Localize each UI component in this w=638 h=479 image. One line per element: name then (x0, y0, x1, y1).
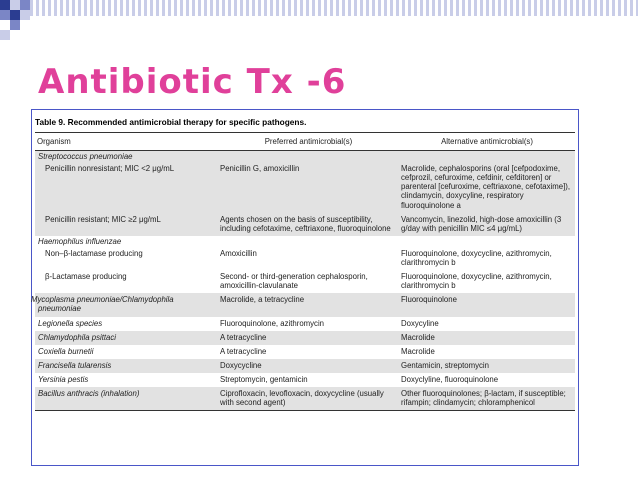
cell-alternative: Gentamicin, streptomycin (399, 359, 575, 373)
cell-preferred (218, 151, 399, 163)
cell-organism: Chlamydophila psittaci (35, 331, 218, 345)
cell-alternative: Macrolide, cephalosporins (oral [cefpodoxime, cefprozil, cefuroxime, cefdinir, cefditoren] or parenteral [cefuroxime, ceftriaxone, cefotaxime]), clindamycin, doxycyline, respiratory fluoroquinolone a (399, 162, 575, 212)
cell-preferred: Ciprofloxacin, levofloxacin, doxycycline (usually with second agent) (218, 387, 399, 411)
cell-alternative (399, 236, 575, 247)
cell-preferred (218, 236, 399, 247)
cell-preferred: A tetracycline (220, 346, 267, 356)
cell-organism: Yersinia pestis (38, 374, 89, 384)
table-row (35, 151, 575, 163)
cell-organism: Mycoplasma pneumoniae/Chlamydophila pneumoniae (35, 293, 218, 316)
cell-preferred: Amoxicillin (220, 248, 257, 258)
table-row (35, 373, 575, 387)
cell-organism: β-Lactamase producing (45, 272, 127, 282)
table-row (35, 317, 575, 331)
cell-organism: Haemophilus influenzae (38, 236, 122, 246)
cell-alternative: Fluoroquinolone, doxycycline, azithromycin, clarithromycin b (401, 248, 552, 268)
table-row (35, 359, 575, 373)
cell-alternative: Doxyclyline, fluoroquinolone (401, 374, 499, 384)
cell-alternative: Macrolide (401, 346, 435, 356)
cell-organism: Non–β-lactamase producing (45, 248, 143, 258)
table-row (35, 331, 575, 345)
table-row (35, 387, 575, 411)
cell-preferred: A tetracycline (218, 331, 399, 345)
cell-preferred: Macrolide, a tetracycline (218, 293, 399, 316)
cell-organism: Streptococcus pneumoniae (35, 151, 218, 163)
table-row (35, 162, 575, 212)
cell-organism: Francisella tularensis (35, 359, 218, 373)
cell-alternative (399, 151, 575, 163)
table-row (35, 345, 575, 359)
pathogen-table (31, 133, 575, 411)
cell-alternative: Fluoroquinolone, doxycycline, azithromycin, clarithromycin b (401, 272, 552, 291)
cell-preferred: Streptomycin, gentamicin (220, 374, 308, 384)
table-row (35, 213, 575, 236)
cell-alternative: Other fluoroquinolones; β-lactam, if susceptible; rifampin; clindamycin; chloramphenicol (399, 387, 575, 411)
cell-organism: Penicillin nonresistant; MIC <2 μg/mL (35, 162, 218, 212)
cell-organism: Penicillin resistant; MIC ≥2 μg/mL (35, 213, 218, 236)
cell-alternative: Doxycyline (401, 318, 439, 328)
slide-title: Antibiotic Tx -6 (38, 62, 347, 102)
cell-organism: Bacillus anthracis (inhalation) (35, 387, 218, 411)
table-caption: Table 9. Recommended antimicrobial therapy for specific pathogens. (35, 113, 575, 133)
header-preferred: Preferred antimicrobial(s) (218, 133, 399, 151)
decorative-top-stripe (0, 0, 638, 16)
table-row (35, 236, 575, 247)
table-row (35, 293, 575, 316)
therapy-table (31, 113, 575, 465)
cell-organism: Coxiella burnetii (38, 346, 94, 356)
table-header-row (35, 133, 575, 151)
table-row (35, 270, 575, 293)
header-alternative: Alternative antimicrobial(s) (399, 133, 575, 151)
cell-alternative: Macrolide (399, 331, 575, 345)
cell-preferred: Second- or third-generation cephalosporin, amoxicillin-clavulanate (220, 272, 368, 291)
cell-alternative: Vancomycin, linezolid, high-dose amoxicillin (3 g/day with penicillin MIC ≤4 μg/mL) (399, 213, 575, 236)
cell-organism: Legionella species (38, 318, 103, 328)
cell-preferred: Agents chosen on the basis of susceptibility, including cefotaxime, ceftriaxone, fluoroquinolone (218, 213, 399, 236)
cell-preferred: Penicillin G, amoxicillin (218, 162, 399, 212)
table-row (35, 247, 575, 270)
cell-preferred: Fluoroquinolone, azithromycin (220, 318, 325, 328)
header-organism: Organism (35, 133, 218, 151)
cell-alternative: Fluoroquinolone (399, 293, 575, 316)
cell-preferred: Doxycycline (218, 359, 399, 373)
table-image-frame (31, 109, 579, 466)
